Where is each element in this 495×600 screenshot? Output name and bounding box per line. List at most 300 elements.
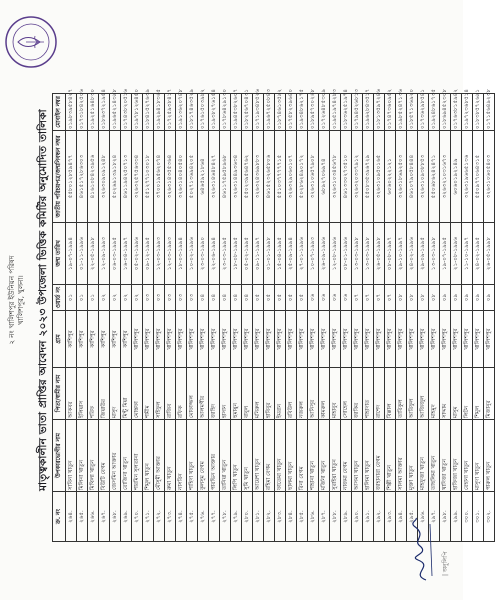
table-cell-dob: ১১-১০-১৯৯৭ xyxy=(462,222,473,284)
table-cell-village: খালিশপুর xyxy=(242,310,253,367)
table-cell-nid: ৬০৬০২২২১২১ xyxy=(385,130,396,222)
table-cell-name: আয়েশা খাতুন xyxy=(253,419,264,491)
table-cell-name: মর্জিনা খাতুন xyxy=(319,419,330,491)
table-cell-nid: ৫৫০৯৭৭০৬৪৩১৫ xyxy=(473,130,484,222)
table-cell-name: শারমিন সুলতানা xyxy=(132,419,143,491)
table-cell-village: খালিশপুর xyxy=(330,310,341,367)
table-cell-nid: ৪৬১১৭৫৯৫৮৯৬৮ xyxy=(220,130,231,222)
table-cell-dob: ০৯-১২-১৯৯৫ xyxy=(143,222,154,284)
table-cell-nid: ৩২৬৩১৮৬৯২৫০৩ xyxy=(396,130,407,222)
table-cell-nid: ৩২৬৩২৪৩৬৯৮৮৩ xyxy=(253,130,264,222)
table-cell-guardian: হুমায়ুন xyxy=(231,367,242,419)
table-cell-village: খালিশপুর xyxy=(165,310,176,367)
table-cell-nid: ৩২৬৩১৪০৪০৫৪০ xyxy=(176,130,187,222)
table-cell-dob: ২৬-০৫-১৯৯৮ xyxy=(484,222,495,284)
table-cell-guardian: আরিফুল xyxy=(407,367,418,419)
table-cell-serial: ২৭৯. xyxy=(231,491,242,541)
table-cell-village: খালিশপুর xyxy=(176,310,187,367)
table-cell-name: লিপি খাতুন xyxy=(231,419,242,491)
table-cell-ward: ০৩ xyxy=(187,284,198,310)
table-cell-village: কাশিপুর xyxy=(99,310,110,367)
table-cell-ward: ০১ xyxy=(66,284,77,310)
table-cell-guardian: সাদ্দাম xyxy=(440,367,451,419)
table-cell-serial: ২৮৪. xyxy=(286,491,297,541)
table-cell-ward: ০৮ xyxy=(418,284,429,310)
table-cell-guardian: লিটন xyxy=(462,367,473,419)
table-cell-nid: ৩২৬৩২০৩৩৭৯১২ xyxy=(352,130,363,222)
table-cell-nid: ৩২৬৩১০৬৫৭৯০৮ xyxy=(308,130,319,222)
table-cell-mobile: ০১৮৬৩৭২১৯৫৪ xyxy=(99,93,110,130)
table-cell-name: শাহিদা খাতুন xyxy=(187,419,198,491)
table-cell-mobile: ০১৯২৫১৬৪৮৩০ xyxy=(88,93,99,130)
table-cell-mobile: ০১৭৩১৮৪২৫০৬ xyxy=(77,93,88,130)
table-cell-village: খালিশপুর xyxy=(440,310,451,367)
table-cell-name: রহিমা বেগম xyxy=(264,419,275,491)
table-cell-mobile: ০১৯৬৫২১৪৩৯৮ xyxy=(110,93,121,130)
table-cell-dob: ১৫-০৪-১৯৯৫ xyxy=(275,222,286,284)
table-cell-dob: ২২-০৬-১৯৯৪ xyxy=(209,222,220,284)
table-cell-ward: ০৫ xyxy=(253,284,264,310)
table-cell-mobile: ০১৮২৫৬৭০৪৩১ xyxy=(242,93,253,130)
table-cell-dob: ০১-০১-১৯৯৮ xyxy=(264,222,275,284)
table-cell-ward: ০৪ xyxy=(198,284,209,310)
table-cell-village: খালিশপুর xyxy=(143,310,154,367)
table-cell-village: খালিশপুর xyxy=(407,310,418,367)
table-cell-name: সুরাইয়া খাতুন xyxy=(330,419,341,491)
table-cell-dob: ১২-০৩-১৯৯৩ xyxy=(154,222,165,284)
table-cell-serial: ২৯৫. xyxy=(407,491,418,541)
column-header-ward: ওয়ার্ড নং xyxy=(53,284,66,310)
table-cell-serial: ২৬৬. xyxy=(88,491,99,541)
table-cell-dob: ০৬-০৩-১৯৯৫ xyxy=(110,222,121,284)
table-cell-mobile: ০১৮৩৮৫৭২৬৯১ xyxy=(473,93,484,130)
table-cell-mobile: ০১৭৫৮২৩৯৬৪০ xyxy=(286,93,297,130)
table-cell-ward: ০৬ xyxy=(330,284,341,310)
table-cell-nid: ৫৫১২৭৭১০৩০১৮ xyxy=(143,130,154,222)
table-cell-dob: ১৬-০৪-১৯৯৭ xyxy=(121,222,132,284)
table-cell-guardian: জাহিদ xyxy=(209,367,220,419)
table-cell-guardian: জিয়াউর xyxy=(99,367,110,419)
table-cell-name: রিনা বেগম xyxy=(297,419,308,491)
table-cell-village: খালিশপুর xyxy=(385,310,396,367)
table-cell-serial: ২৬৪. xyxy=(66,491,77,541)
table-cell-guardian: নজরুল xyxy=(297,367,308,419)
table-cell-dob: ১২-০৮-১৯৯৬ xyxy=(330,222,341,284)
table-cell-ward: ০৯ xyxy=(451,284,462,310)
table-cell-village: খালিশপুর xyxy=(132,310,143,367)
table-cell-serial: ২৯৯. xyxy=(451,491,462,541)
table-cell-mobile: ০১৯৬৭২৫০৮৪৩ xyxy=(264,93,275,130)
table-cell-village: খালিশপুর xyxy=(484,310,495,367)
table-cell-name: সুমি খাতুন xyxy=(242,419,253,491)
table-cell-ward: ০৪ xyxy=(242,284,253,310)
table-cell-mobile: ০১৭৪৭৩৬০৯৫২ xyxy=(385,93,396,130)
table-cell-mobile: ০১৭৪৩৮২০৫১৬ xyxy=(121,93,132,130)
column-header-mobile: মোবাইল নম্বর xyxy=(53,93,66,130)
column-header-serial: ক্র. নং xyxy=(53,491,66,541)
table-cell-ward: ০৮ xyxy=(429,284,440,310)
table-cell-ward: ০৭ xyxy=(363,284,374,310)
office-header xyxy=(8,0,26,600)
table-cell-serial: ২৭৩. xyxy=(165,491,176,541)
table-cell-mobile: ০১৮১৩৫৯৭২৪৬ xyxy=(374,93,385,130)
table-cell-serial: ২৮০. xyxy=(242,491,253,541)
table-cell-nid: ৫৫১০৩৭৭৭৭৭১৫ xyxy=(275,130,286,222)
table-cell-mobile: ০১৯৭২৩৬৮৫১৪ xyxy=(462,93,473,130)
table-cell-ward: ০২ xyxy=(99,284,110,310)
table-cell-village: খালিশপুর xyxy=(275,310,286,367)
table-cell-name: মাসুদা খাতুন xyxy=(473,419,484,491)
table-cell-village: খালিশপুর xyxy=(341,310,352,367)
table-cell-nid: ৩২৬৩১০৬০৫৪০৩ xyxy=(484,130,495,222)
table-cell-dob: ১৩-০৩-১৯৯৮ xyxy=(363,222,374,284)
table-cell-village: খালিশপুর xyxy=(253,310,264,367)
table-cell-serial: ২৭৫. xyxy=(187,491,198,541)
table-cell-guardian: মাহাবুব xyxy=(330,367,341,419)
table-cell-guardian: হাবিবুর xyxy=(264,367,275,419)
table-cell-serial: ২৭৮. xyxy=(220,491,231,541)
table-cell-dob: ২৬-০৫-১৯৯৮ xyxy=(374,222,385,284)
table-cell-guardian: শামীম xyxy=(143,367,154,419)
table-cell-mobile: ০১৯৩৪৮৬২১৭৫ xyxy=(297,93,308,130)
table-cell-ward: ০৪ xyxy=(220,284,231,310)
table-cell-dob: ২৩-০৩-১৯৯০ xyxy=(198,222,209,284)
table-cell-ward: ০১ xyxy=(77,284,88,310)
table-cell-name: মাহফুজা খাতুন xyxy=(418,419,429,491)
table-cell-dob: ১৯-০৭-১৯৯৪ xyxy=(66,222,77,284)
table-cell-guardian: আজিজুল xyxy=(418,367,429,419)
table-cell-guardian: বিল্লাল xyxy=(385,367,396,419)
table-cell-dob: ১০-০৭-১৯৯৩ xyxy=(308,222,319,284)
table-cell-nid: ৬০৬০১৯২১৪৯ xyxy=(451,130,462,222)
table-cell-serial: ২৯৮. xyxy=(440,491,451,541)
table-cell-village: খালিশপুর xyxy=(209,310,220,367)
table-cell-name: জেসমিন আক্তার xyxy=(110,419,121,491)
table-cell-serial: ২৭৬. xyxy=(198,491,209,541)
table-cell-name: শিল্পী খাতুন xyxy=(385,419,396,491)
table-cell-ward: ০৫ xyxy=(275,284,286,310)
signature-icon xyxy=(400,514,440,584)
table-cell-mobile: ০১৮৭৪৬১৩৫৯২ xyxy=(275,93,286,130)
table-cell-serial: ২৭০. xyxy=(132,491,143,541)
table-cell-village: কাশিপুর xyxy=(66,310,77,367)
table-cell-guardian: রবিউল xyxy=(286,367,297,419)
table-cell-guardian: কামরুল xyxy=(319,367,330,419)
table-cell-village: খালিশপুর xyxy=(418,310,429,367)
table-cell-nid: ৫০২৮৬২৪৯০১৭২ xyxy=(297,130,308,222)
beneficiary-table xyxy=(52,89,495,542)
column-header-guardian: পিতা/স্বামীর নাম xyxy=(53,367,66,419)
table-cell-name: খাদিজা খাতুন xyxy=(440,419,451,491)
table-cell-guardian: বাবুল xyxy=(242,367,253,419)
table-cell-guardian: শিমুল xyxy=(473,367,484,419)
table-cell-ward: ০১ xyxy=(88,284,99,310)
table-cell-ward: ০৩ xyxy=(165,284,176,310)
table-cell-serial: ২৯৭. xyxy=(429,491,440,541)
table-cell-village: খালিশপুর xyxy=(231,310,242,367)
table-cell-nid: ৪৬১৫২৩২৬৫৮০৬ xyxy=(264,130,275,222)
table-cell-nid: ৫৫০৬৮৬২৪২৪৭১ xyxy=(429,130,440,222)
table-cell-mobile: ০১৭২৬৪৮৫৩০৯ xyxy=(319,93,330,130)
table-cell-guardian: মাসুম xyxy=(451,367,462,419)
table-cell-mobile: ০১৮৬৯৪৫২৩০৮ xyxy=(440,93,451,130)
table-cell-serial: ২৯৬. xyxy=(418,491,429,541)
table-cell-name: জাহানারা বেগম xyxy=(374,419,385,491)
table-cell-village: খালিশপুর xyxy=(352,310,363,367)
table-cell-ward: ০৫ xyxy=(297,284,308,310)
table-cell-village: খালিশপুর xyxy=(363,310,374,367)
table-cell-ward: ০৫ xyxy=(264,284,275,310)
table-cell-serial: ২৭১. xyxy=(143,491,154,541)
table-cell-name: তানিয়া খাতুন xyxy=(220,419,231,491)
column-header-dob: জন্ম তারিখ xyxy=(53,222,66,284)
table-cell-ward: ০৭ xyxy=(352,284,363,310)
table-cell-nid: ৩২৬৩২৯০৬০১০৭ xyxy=(286,130,297,222)
table-cell-village: খালিশপুর xyxy=(308,310,319,367)
table-cell-village: খালিশপুর xyxy=(451,310,462,367)
table-cell-name: নাজমা বেগম xyxy=(341,419,352,491)
table-cell-nid: ৫৫০২৩৯৫৬৪৭৬২ xyxy=(242,130,253,222)
table-cell-dob: ১৩-০৩-১৯৯৮ xyxy=(352,222,363,284)
table-cell-mobile: ০১৭৬১৫০৩৯৮২ xyxy=(198,93,209,130)
table-cell-village: খালিশপুর xyxy=(396,310,407,367)
table-cell-serial: ২৮৬. xyxy=(308,491,319,541)
table-cell-nid: ৩২৬৩১০৯৫০১৬৫ xyxy=(374,130,385,222)
table-cell-mobile: ০১৯৩৮২৭৬১৫৪ xyxy=(209,93,220,130)
table-cell-name: পারুল খাতুন xyxy=(484,419,495,491)
table-cell-dob: ০১-১১-১৯৯৬ xyxy=(77,222,88,284)
table-cell-village: খালিশপুর xyxy=(264,310,275,367)
table-cell-nid: ৪৬১৫১৭২৮৬৩০৩ xyxy=(77,130,88,222)
table-cell-mobile: ০১৮৪১৫২৭৬৩৯ xyxy=(143,93,154,130)
table-cell-nid: ৫৫৮০১২৮৫৯৪৭৭ xyxy=(66,130,77,222)
table-cell-ward: ০৬ xyxy=(308,284,319,310)
table-cell-mobile: ০১৯৮৩৯৫৮৪২৭ xyxy=(66,93,77,130)
table-cell-ward: ০২ xyxy=(132,284,143,310)
table-cell-guardian: ইমরান xyxy=(275,367,286,419)
table-cell-serial: ২৬৯. xyxy=(121,491,132,541)
table-cell-village: খালিশপুর xyxy=(286,310,297,367)
table-cell-village: কাশিপুর xyxy=(110,310,121,367)
table-cell-guardian: শরিফ xyxy=(88,367,99,419)
table-cell-ward: ০৯ xyxy=(440,284,451,310)
table-cell-mobile: ০১৮১৭৪৬৩৫২৯ xyxy=(187,93,198,130)
table-cell-ward: ০৬ xyxy=(319,284,330,310)
table-cell-serial: ২৯৪. xyxy=(396,491,407,541)
table-cell-nid: ৩২৬৩১০৩৪৫৬৭৮ xyxy=(330,130,341,222)
table-cell-serial: ২৮১. xyxy=(253,491,264,541)
table-cell-name: তাছলিমা খাতুন xyxy=(429,419,440,491)
table-cell-mobile: ০১৯৪৫৩৮২৬০৭ xyxy=(231,93,242,130)
table-cell-serial: ২৬৫. xyxy=(77,491,88,541)
table-cell-ward: ০৩ xyxy=(176,284,187,310)
table-cell-village: খালিশপুর xyxy=(319,310,330,367)
table-cell-name: আসমা খাতুন xyxy=(352,419,363,491)
table-cell-village: কাশিপুর xyxy=(88,310,99,367)
table-cell-dob: ২৭-০১-১৯৯৬ xyxy=(297,222,308,284)
table-cell-mobile: ০১৭২৫৯৩৮৪১৭ xyxy=(165,93,176,130)
table-cell-dob: ২৩-০৩-১৯৯৫ xyxy=(220,222,231,284)
table-cell-dob: ২৯-১০-১৯৯৭ xyxy=(396,222,407,284)
table-cell-nid: ৩২৬৩২৫৭৫৬৩৩৪ xyxy=(132,130,143,222)
table-cell-village: খালিশপুর xyxy=(374,310,385,367)
table-cell-serial: ২৮২. xyxy=(264,491,275,541)
table-cell-guardian: মোস্তফা xyxy=(132,367,143,419)
table-cell-village: খালিশপুর xyxy=(429,310,440,367)
column-header-nid: জাতীয় পরিচয়পত্র/জন্মনিবন্ধন নম্বর xyxy=(53,130,66,222)
table-cell-village: খালিশপুর xyxy=(198,310,209,367)
table-cell-mobile: ০১৭১৫৬৪৯২৩৮ xyxy=(484,93,495,130)
table-cell-serial: ২৯১. xyxy=(363,491,374,541)
table-cell-village: কাশিপুর xyxy=(77,310,88,367)
table-cell-guardian: আনিসুর xyxy=(308,367,319,419)
table-cell-nid: ৩২৬৩১৪৩৫৫৩৬৪ xyxy=(165,130,176,222)
table-cell-village: খালিশপুর xyxy=(462,310,473,367)
table-cell-mobile: ০১৭৩৬২৯৮৫৪১ xyxy=(418,93,429,130)
table-cell-name: মৌসুমী আক্তার xyxy=(154,419,165,491)
table-cell-dob: ২৫-০৯-১৯৯৪ xyxy=(286,222,297,284)
table-cell-serial: ২৭৭. xyxy=(209,491,220,541)
table-cell-guardian: সাইফুল xyxy=(154,367,165,419)
table-cell-nid: ৩২৬৩০৯০৯১২৪৮ xyxy=(99,130,110,222)
table-cell-dob: ১৮-০৮-১৯৯৫ xyxy=(231,222,242,284)
table-cell-dob: ১২-০৯-১৯৯৩ xyxy=(99,222,110,284)
table-cell-village: খালিশপুর xyxy=(187,310,198,367)
table-cell-serial: ২৮৯. xyxy=(341,491,352,541)
table-cell-serial: ২৮৮. xyxy=(330,491,341,541)
table-cell-ward: ০২ xyxy=(110,284,121,310)
table-cell-ward: ০২ xyxy=(121,284,132,310)
table-cell-name: ফাতেমা খাতুন xyxy=(275,419,286,491)
table-cell-serial: ২৬৭. xyxy=(99,491,110,541)
table-cell-mobile: ০১৭১৯৩৪৮৫২৬ xyxy=(253,93,264,130)
table-cell-nid: ৫০২৭১৩৬৯৪২০৫ xyxy=(187,130,198,222)
table-cell-guardian: মাসুদ xyxy=(110,367,121,419)
table-cell-serial: ২৭২. xyxy=(154,491,165,541)
column-header-name: উপকারভোগীর নাম xyxy=(53,419,66,491)
table-cell-dob: ০৫-০২-১৯৯৬ xyxy=(132,222,143,284)
table-cell-mobile: ০১৯৫১৯৭৪২৮৩ xyxy=(330,93,341,130)
table-cell-mobile: ০১৯৮৫২৪৭১৩৬ xyxy=(396,93,407,130)
table-cell-nid: ৫০২৬৯১৩৯১৮২৪ xyxy=(110,130,121,222)
table-cell-guardian: আকবর xyxy=(66,367,77,419)
table-cell-serial: ২৯৩. xyxy=(385,491,396,541)
table-cell-mobile: ০১৯৬২৮৪৩৫১৭ xyxy=(363,93,374,130)
table-cell-guardian: হাসান xyxy=(220,367,231,419)
table-cell-guardian: মিন্টু মিয়া xyxy=(121,367,132,419)
table-cell-village: কাশিপুর xyxy=(121,310,132,367)
table-cell-dob: ১৩-০৩-১৯৯৮ xyxy=(429,222,440,284)
document-title: মাতৃত্বকালীন ভাতা প্রাপ্তির আবেদন ২০২৩ উপজেলা ভিত্তিক কমিটির অনুমোদিত তালিকা xyxy=(37,109,49,491)
table-cell-ward: ০৭ xyxy=(374,284,385,310)
table-cell-dob: ২২-০৫-১৯৯৮ xyxy=(88,222,99,284)
table-cell-serial: ২৮৭. xyxy=(319,491,330,541)
table-cell-guardian: মিজানুর xyxy=(484,367,495,419)
table-cell-serial: ৩০২. xyxy=(484,491,495,541)
table-cell-nid: ৪৬১১৯৪২৫০৭১৩ xyxy=(121,130,132,222)
table-cell-name: মুক্তা খাতুন xyxy=(407,419,418,491)
table-cell-name: ছালমা খাতুন xyxy=(286,419,297,491)
table-cell-village: খালিশপুর xyxy=(297,310,308,367)
table-cell-name: মিলিনা খাতুন xyxy=(77,419,88,491)
table-cell-village: খালিশপুর xyxy=(220,310,231,367)
table-cell-ward: ০৯ xyxy=(473,284,484,310)
table-cell-dob: ১৮-০৩-১৯৯৪ xyxy=(176,222,187,284)
table-cell-name: রুমা খাতুন xyxy=(165,419,176,491)
table-cell-guardian: মাহমুদ xyxy=(429,367,440,419)
table-cell-mobile: ০১৯৭৮১২৬৪৫০ xyxy=(132,93,143,130)
table-cell-name: বিউটি বেগম xyxy=(99,419,110,491)
table-cell-ward: ০৮ xyxy=(407,284,418,310)
table-cell-name: কুলসুম বেগম xyxy=(198,419,209,491)
table-cell-guardian: আলমগীর xyxy=(198,367,209,419)
table-cell-nid: ৪৬১০৭৯০৫৮৪৪৪ xyxy=(407,130,418,222)
table-cell-dob: ১০-০২-১৯৯৬ xyxy=(187,222,198,284)
table-cell-nid: ৪১৬১০৮৪২৩৯৫৬ xyxy=(88,130,99,222)
seal-icon xyxy=(4,15,58,69)
table-cell-ward: ০৪ xyxy=(209,284,220,310)
table-cell-name: হালিমা খাতুন xyxy=(363,419,374,491)
table-cell-nid: ৩২৬৩১৯৬৬৫১৩৬ xyxy=(462,130,473,222)
table-cell-serial: ৩০০. xyxy=(462,491,473,541)
table-cell-dob: ২৬-০৯-১৯৯৬ xyxy=(319,222,330,284)
table-cell-dob: ২৪-০২-১৯৯৬ xyxy=(407,222,418,284)
table-cell-dob: ০৯-১১-১৯৯৭ xyxy=(253,222,264,284)
table-cell-name: রোজিনা খাতুন xyxy=(121,419,132,491)
table-cell-ward: ০৮ xyxy=(396,284,407,310)
table-cell-guardian: তারিকুল xyxy=(396,367,407,419)
table-cell-serial: ২৭৪. xyxy=(176,491,187,541)
table-cell-guardian: শাহাদাত xyxy=(363,367,374,419)
office-address: খালিশপুর, খুলনা। xyxy=(17,275,25,325)
table-cell-guardian: মোফাজ্জল xyxy=(187,367,198,419)
table-cell-name: নাসরিন xyxy=(176,419,187,491)
edge-note: | অনুলিপি xyxy=(442,551,449,576)
table-cell-name: হাফিজা খাতুন xyxy=(451,419,462,491)
table-cell-ward: ০৭ xyxy=(385,284,396,310)
table-cell-serial: ২৬৮. xyxy=(110,491,121,541)
table-cell-serial: ২৮৩. xyxy=(275,491,286,541)
table-cell-ward: ০৩ xyxy=(143,284,154,310)
table-cell-nid: ৬৪৬৫৯২১৮৬৪ xyxy=(198,130,209,222)
table-cell-serial: ৩০১. xyxy=(473,491,484,541)
table-cell-serial: ২৮৫. xyxy=(297,491,308,541)
table-cell-village: খালিশপুর xyxy=(154,310,165,367)
table-cell-dob: ২১-০৮-১৯৯৬ xyxy=(451,222,462,284)
table-cell-nid: ৫৫০৮৩৫৩৯৬৭২৯ xyxy=(363,130,374,222)
table-cell-ward: ০৯ xyxy=(484,284,495,310)
table-cell-dob: ২৯-০৯-১৯৯৫ xyxy=(418,222,429,284)
table-cell-name: শাহানা খাতুন xyxy=(308,419,319,491)
table-cell-nid: ৩২৬৩১৪৬৪৮৪২৭ xyxy=(209,130,220,222)
table-cell-ward: ০৯ xyxy=(462,284,473,310)
table-cell-mobile: ০১৯২৪৮৬১৭৩৫ xyxy=(429,93,440,130)
table-cell-name: পারভিন আক্তার xyxy=(209,419,220,491)
table-cell-dob: ০৫-০২-১৯৯৫ xyxy=(242,222,253,284)
table-cell-ward: ০৫ xyxy=(286,284,297,310)
table-cell-mobile: ০১৯২৯৪১৮৩৬৫ xyxy=(154,93,165,130)
office-name: ২ নং খালিশপুর ইউনিয়ন পরিষদ xyxy=(8,255,16,345)
table-cell-ward: ০৬ xyxy=(341,284,352,310)
table-cell-name: মিথিলা খাতুন xyxy=(88,419,99,491)
table-cell-name: রেহানা খাতুন xyxy=(462,419,473,491)
column-header-village: গ্রাম xyxy=(53,310,66,367)
table-cell-nid: ৩৭০০১৯৫৬২০৭৪ xyxy=(154,130,165,222)
table-cell-guardian: সোহেল xyxy=(341,367,352,419)
table-cell-dob: ০৮-০১-১৯৯৬ xyxy=(341,222,352,284)
table-cell-ward: ০৩ xyxy=(154,284,165,310)
table-cell-mobile: ০১৭৯৪৫২৬৮১৩ xyxy=(352,93,363,130)
